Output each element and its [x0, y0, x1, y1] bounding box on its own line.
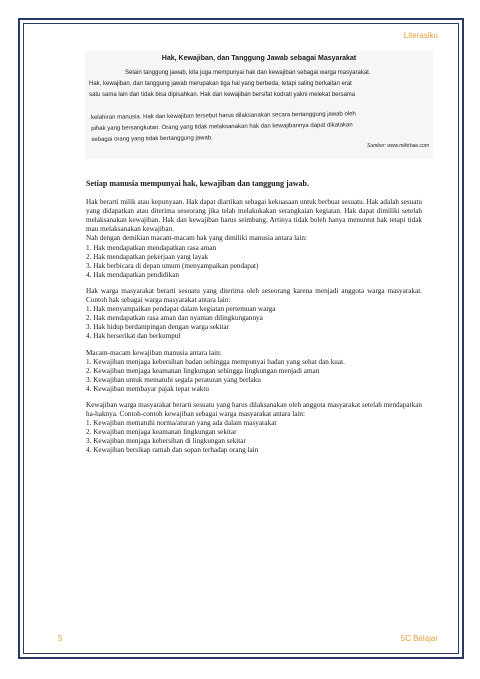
excerpt-line: satu sama lain dan tidak bisa dipisahkan. Hak dan kewajiban bersifat kodrati yakni melekat bersama	[89, 92, 356, 98]
kewajiban-warga-paragraph: Kewajiban warga masyarakat berarti sesuatu yang harus dilaksanakan oleh anggota masyarakat setelah mendapatkan ha-haknya. Contoh-contoh kewajiban sebagai warga masyarakat antara lain:	[86, 400, 422, 419]
list-item: 3. Kewajiban menjaga kebersihan di lingkungan sekitar	[86, 437, 246, 446]
list-item: 3. Hak hidup berdampingan dengan warga sekitar	[86, 323, 229, 332]
excerpt-line: Selain tanggung jawab, kita juga mempunyai hak dan kewajiban sebagai warga masyarakat.	[125, 70, 371, 76]
excerpt-line: pihak yang bersangkutan. Orang yang tidak melaksanakan hak dan kewajibannya dapat dikatakan	[91, 122, 353, 132]
hak-intro: Nah dengan demikian macam-macam hak yang dimiliki manusia antara lain:	[86, 234, 307, 243]
list-item: 4. Kewajiban membayar pajak tepat waktu	[86, 384, 209, 393]
main-content	[86, 179, 422, 456]
page-number: 5	[58, 634, 63, 643]
list-item: 1. Kewajiban menjaga kebersihan badan sehingga mempunyai badan yang sehat dan kuat.	[86, 357, 345, 366]
list-item: 3. Hak berbicara di depan umum (menyampaikan pendapat)	[86, 261, 259, 270]
excerpt-paragraph-1	[89, 68, 431, 101]
scanned-excerpt-image	[85, 51, 433, 159]
excerpt-source: Sumber: www.mikirbae.com	[367, 143, 429, 149]
section-heading: Setiap manusia mempunyai hak, kewajiban dan tanggung jawab.	[86, 179, 309, 188]
list-item: 4. Kewajiban bersikap ramah dan sopan terhadap orang lain	[86, 446, 259, 455]
list-item: 1. Hak menyampaikan pendapat dalam kegiatan pertemuan warga	[86, 305, 276, 314]
footer-brand: 5C Belajar	[400, 634, 438, 643]
hak-warga-paragraph: Hak warga masyarakat berarti sesuatu yang diterima oleh seseorang karena menjadi anggota warga masyarakat. Contoh hak sebagai warga masyarakat antara lain:	[86, 286, 422, 305]
list-item: 1. Hak mendapatkan mendapatkan rasa aman	[86, 243, 217, 252]
hak-paragraph: Hak berarti milik atau kepunyaan. Hak dapat diartikan sebagai kekuasaan untuk berbuat sesuatu. Hak adalah sesuatu yang didapatkan atau diterima seseorang jika telah melakukakan serangkaian kegiatan. Hak dapat dimiliki setelah melaksanakan kewajiban. Hak dan kewajiban harus seimbang. Artinya tidak boleh hanya menuntut hak tetapi tidak mau melaksanakan kewajiban.	[86, 198, 422, 234]
list-item: 2. Kewajiban menjaga keamanan lingkungan sehingga lingkungan menjadi aman	[86, 366, 320, 375]
list-item: 2. Hak mendapatkan rasa aman dan nyaman dilingkungannya	[86, 314, 263, 323]
excerpt-paragraph-2	[91, 108, 431, 146]
list-item: 1. Kewajiban mematuhi norma/aturan yang ada dalam masyarakat	[86, 419, 277, 428]
kewajiban-intro: Macam-macam kewajiban manusia antara lain:	[86, 348, 222, 357]
excerpt-line: kelahiran manusia. Hak dan kewajiban tersebut harus dilaksanakan secara bertanggung jawab oleh	[91, 111, 356, 121]
excerpt-line: sebagai orang yang tidak bertanggung jawab.	[91, 135, 213, 143]
header-label: Literasiku	[403, 31, 438, 40]
excerpt-title: Hak, Kewajiban, dan Tanggung Jawab sebagai Masyarakat	[161, 55, 357, 62]
list-item: 2. Hak mendapatkan pekerjaan yang layak	[86, 252, 209, 261]
list-item: 2. Kewajiban menjaga keamanan lingkungan sekitar	[86, 428, 237, 437]
list-item: 3. Kewajiban untuk mematuhi segala peraturan yang berlaku	[86, 375, 261, 384]
excerpt-line: Hak, kewajiban, dan tanggung jawab merupakan tiga hal yang berbeda, tetapi saling berkaitan erat	[89, 81, 352, 87]
list-item: 4. Hak berserikat dan berkumpul	[86, 332, 181, 341]
list-item: 4. Hak mendapatkan pendidikan	[86, 270, 180, 279]
